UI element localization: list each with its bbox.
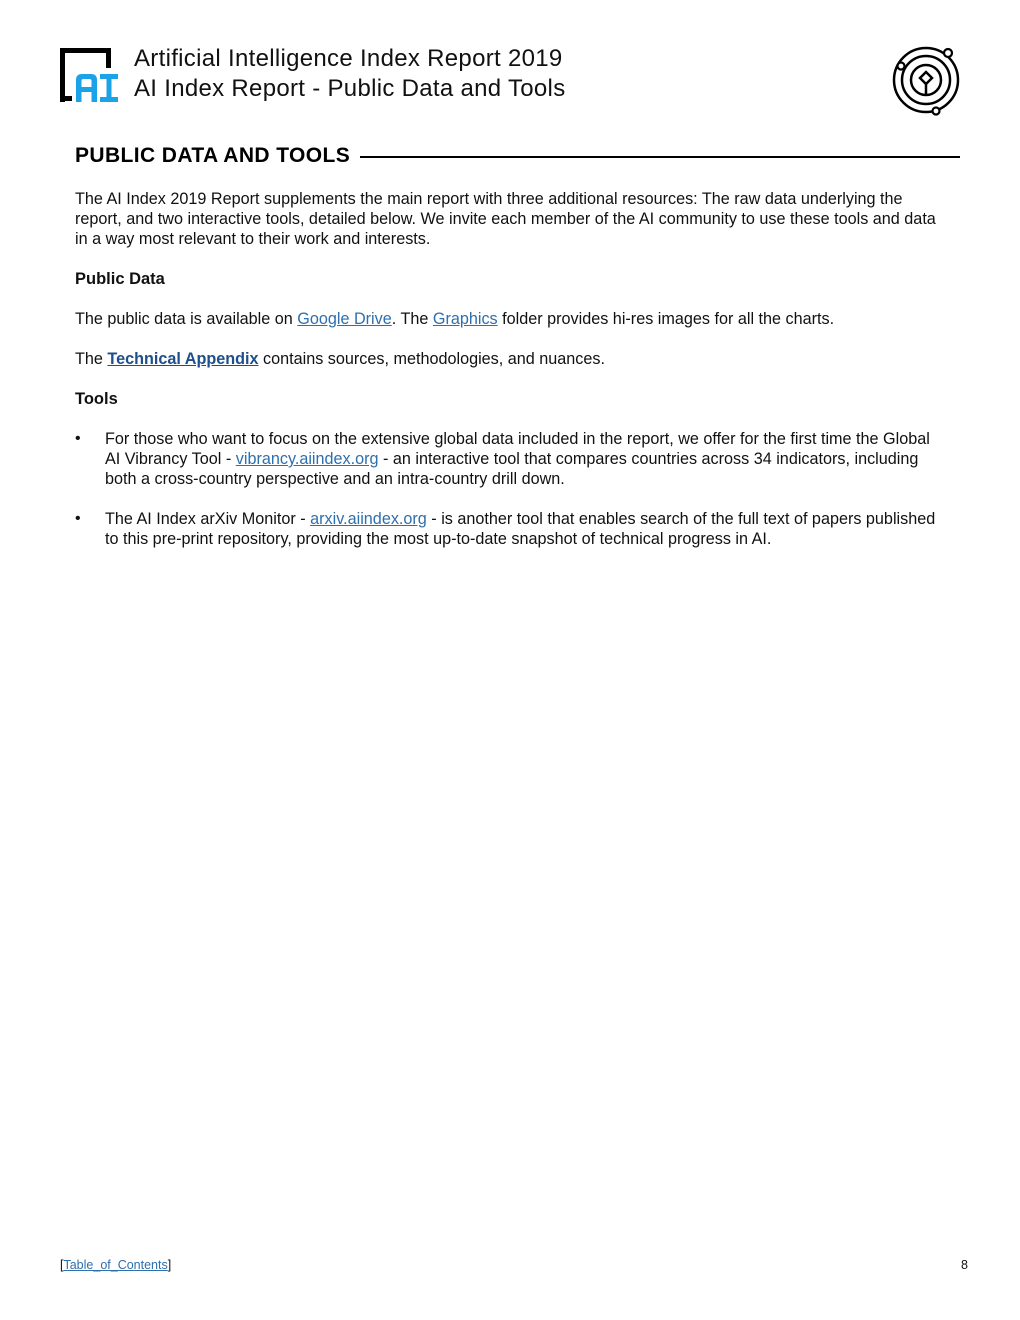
report-header — [60, 44, 960, 116]
header-titles — [134, 44, 566, 104]
section-heading — [75, 142, 960, 170]
bullet-icon: • — [75, 510, 81, 527]
text-span: The public data is available on — [75, 310, 298, 328]
text-span: . The — [391, 310, 433, 328]
tools-list — [75, 429, 945, 549]
bullet-icon: • — [75, 430, 81, 447]
list-item — [75, 429, 945, 489]
ai-index-logo — [60, 46, 120, 102]
header-title-line2: AI Index Report - Public Data and Tools — [134, 75, 566, 102]
bracket-close: ] — [167, 1258, 172, 1272]
text-span: contains sources, methodologies, and nuances. — [258, 350, 605, 368]
graphics-link[interactable]: Graphics — [432, 310, 498, 328]
text-span: folder provides hi-res images for all the charts. — [497, 310, 835, 328]
bracket-open: [ — [60, 1258, 64, 1272]
orbit-emblem-icon — [890, 44, 962, 116]
list-item — [75, 509, 945, 549]
text-span: For those who want to focus on the extensive global data included in the report, we offer for the first time the Global AI Vibrancy Tool - — [105, 430, 930, 468]
google-drive-link[interactable]: Google Drive — [297, 310, 392, 328]
vibrancy-tool-link[interactable]: vibrancy.aiindex.org — [235, 450, 379, 468]
text-span: - an interactive tool that compares countries across 34 indicators, including both a cross-country perspective and an intra-country drill down. — [105, 450, 919, 488]
section-title: PUBLIC DATA AND TOOLS — [75, 144, 351, 167]
public-data-paragraph — [75, 309, 945, 329]
arxiv-monitor-link[interactable]: arxiv.aiindex.org — [310, 510, 427, 528]
intro-paragraph: The AI Index 2019 Report supplements the main report with three additional resources: The raw data underlying the report, and two interactive tools, detailed below. We invite each member of the AI community to use these tools and data in a way most relevant to their work and interests. — [75, 190, 936, 248]
tools-heading: Tools — [75, 390, 118, 408]
public-data-heading: Public Data — [75, 270, 165, 288]
page-number: 8 — [961, 1258, 968, 1272]
text-span: - is another tool that enables search of the full text of papers published to this pre-print repository, providing the most up-to-date snapshot of technical progress in AI. — [105, 510, 936, 548]
body-content — [75, 189, 945, 569]
section-divider — [360, 156, 960, 158]
technical-appendix-link[interactable]: Technical Appendix — [107, 350, 259, 368]
footer-toc — [60, 1258, 171, 1272]
table-of-contents-link[interactable]: Table_of_Contents — [63, 1258, 168, 1272]
text-span: The — [75, 350, 108, 368]
header-title-line1: Artificial Intelligence Index Report 2019 — [134, 45, 563, 72]
technical-appendix-paragraph — [75, 349, 945, 369]
text-span: The AI Index arXiv Monitor - — [105, 510, 311, 528]
